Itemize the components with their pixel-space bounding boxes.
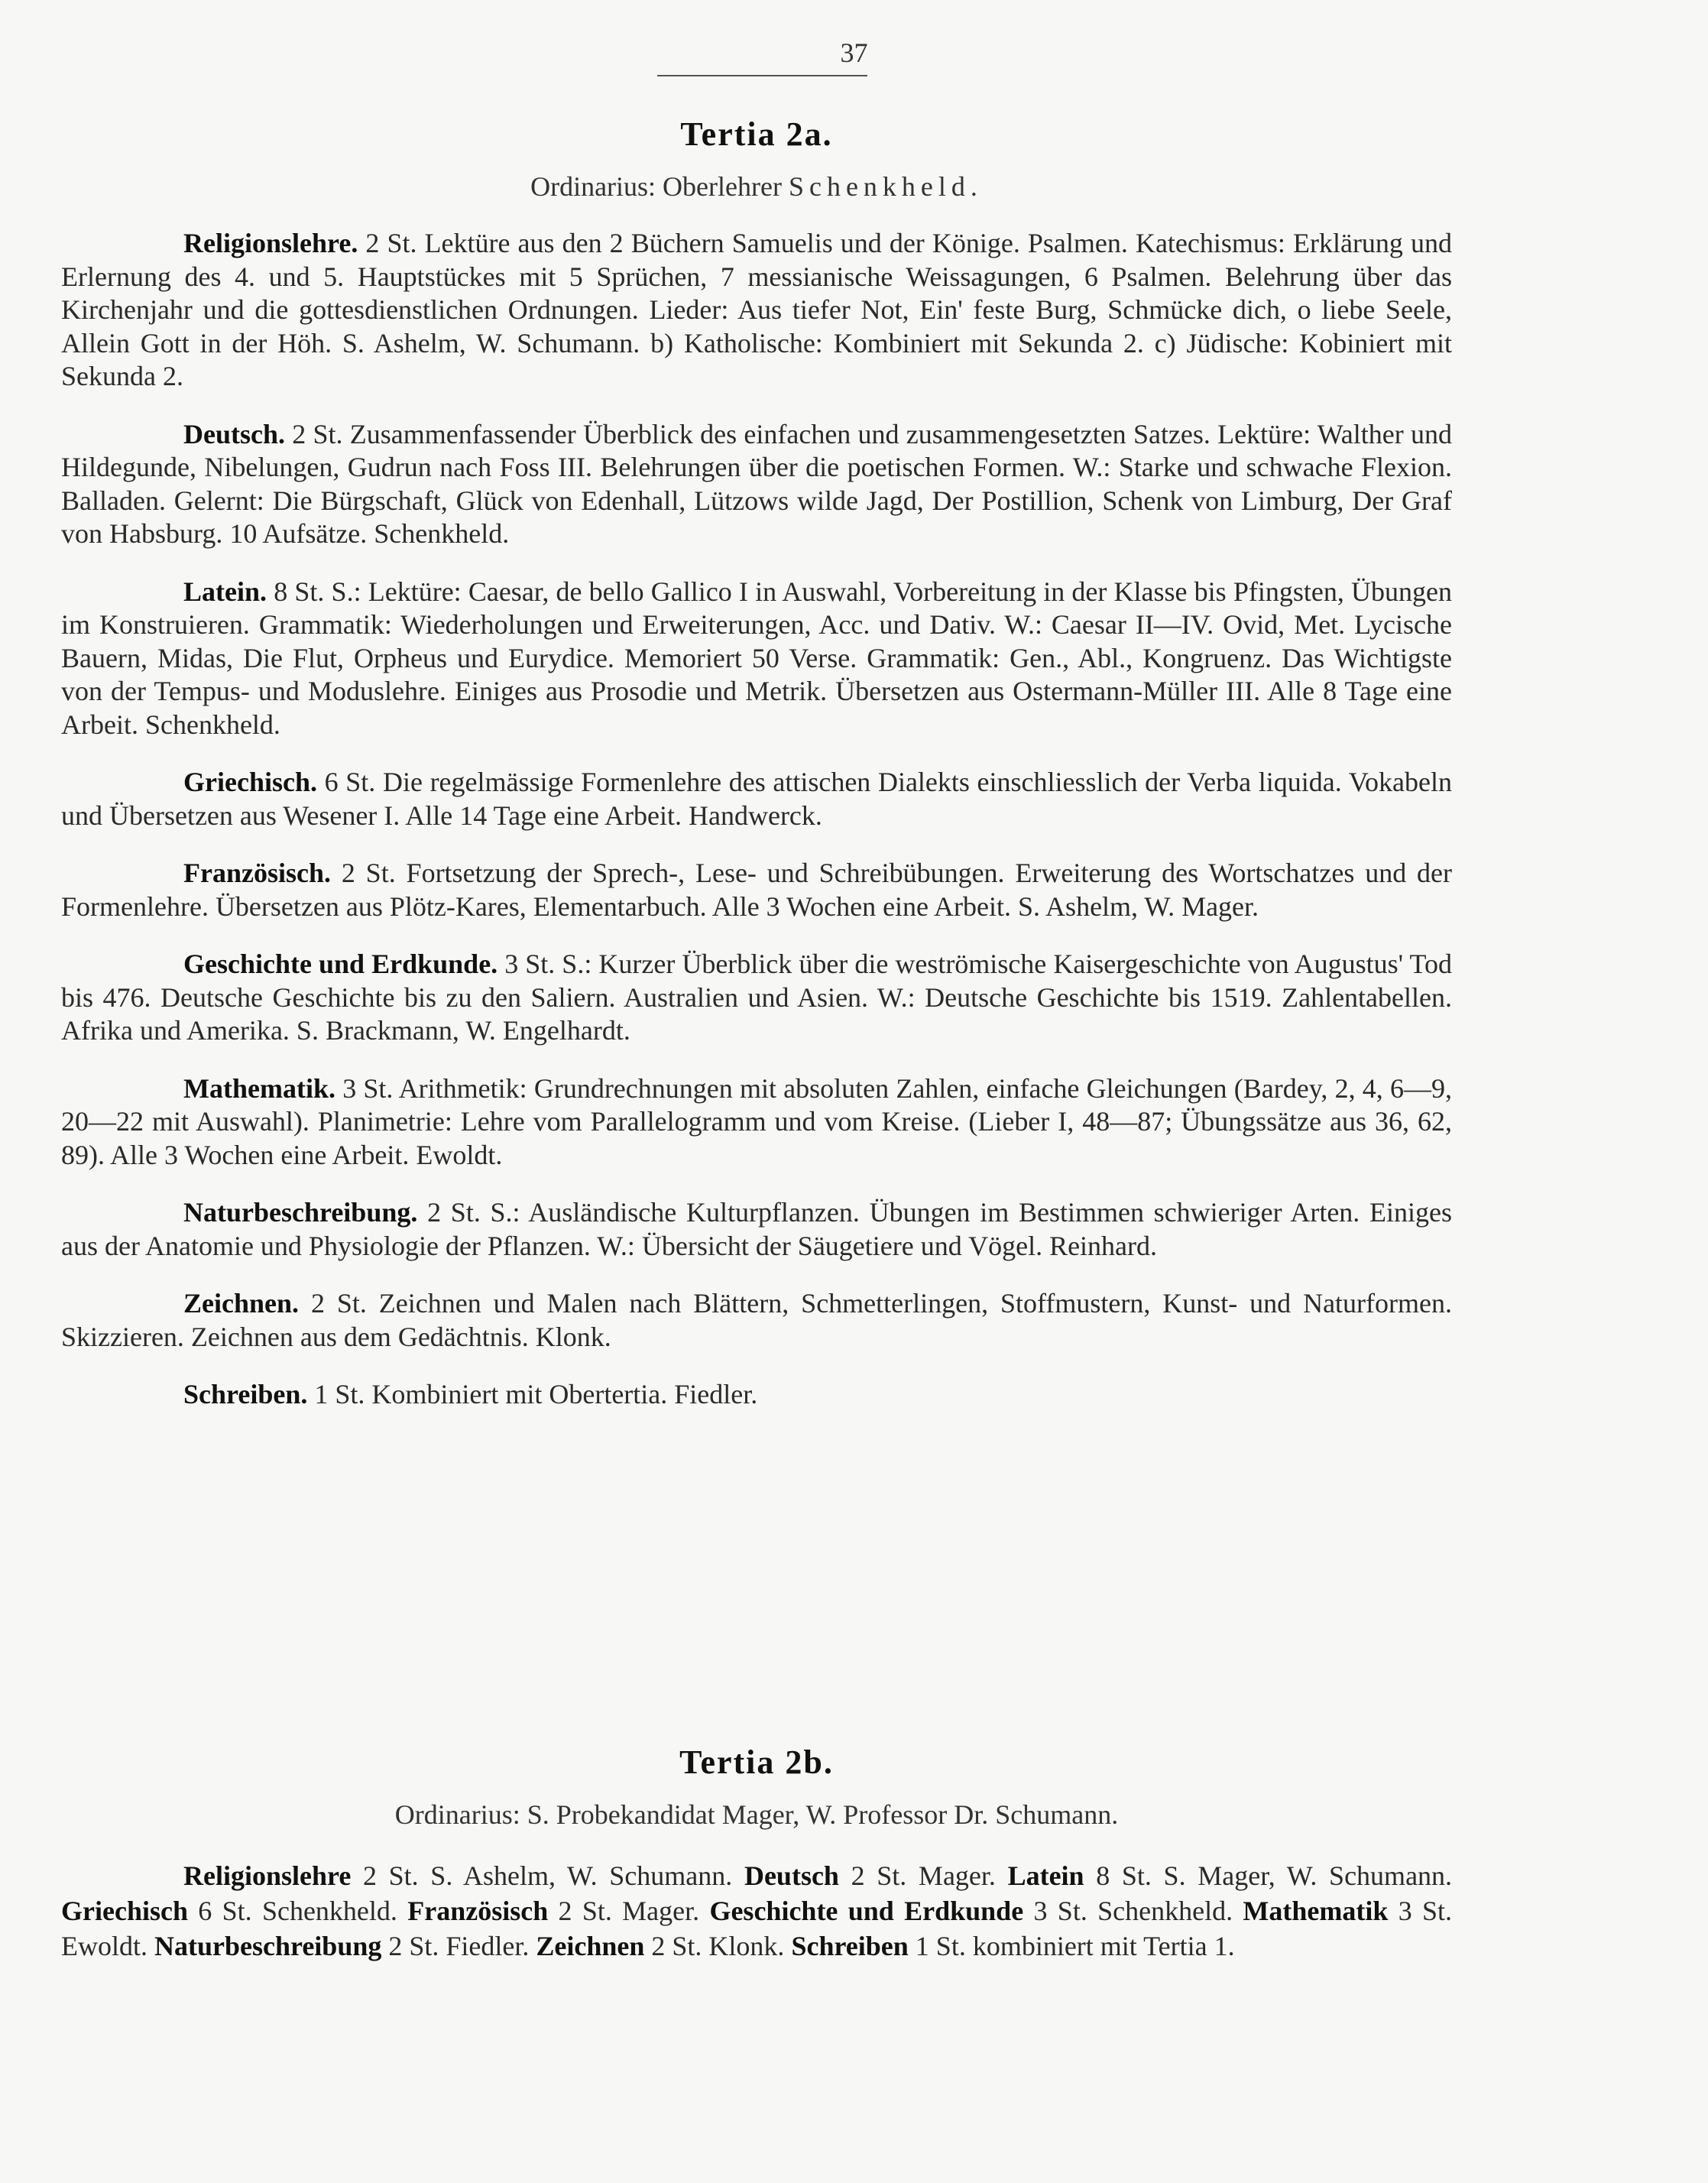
- section-heading: Tertia 2a.: [680, 115, 833, 153]
- ordinarius-name: Schenkheld.: [788, 171, 983, 202]
- page-number: 37: [840, 37, 868, 68]
- subject-griechisch: [61, 766, 1452, 832]
- subject-schreiben: [61, 1378, 1452, 1412]
- header-rule: [657, 75, 867, 76]
- summary-detail: 3 St. Ewoldt.: [61, 1896, 1453, 1961]
- subject-name: Schreiben.: [183, 1379, 308, 1409]
- subject-text: 2 St. Zeichnen und Malen nach Blättern, Schmetterlingen, Stoffmustern, Kunst- und Naturformen. Skizzieren. Zeichnen aus dem Gedächtnis. Klonk.: [61, 1288, 1453, 1352]
- summary-subject: Griechisch: [61, 1896, 188, 1926]
- subject-text: 8 St. S.: Lektüre: Caesar, de bello Gallico I in Auswahl, Vorbereitung in der Klasse bis Pfingsten, Übungen im Konstruieren. Grammatik: Wiederholungen und Erweiterungen, Acc. und Dativ. W.: Caesar II—IV. Ovid, Met. Lycische Bauern, Midas, Die Flut, Orpheus und Eurydice. Memoriert 50 Verse. Grammatik: Gen., Abl., Kongruenz. Das Wichtigste von der Tempus- und Moduslehre. Einiges aus Prosodie und Metrik. Übersetzen aus Ostermann-Müller III. Alle 8 Tage eine Arbeit. Schenkheld.: [61, 576, 1453, 740]
- summary-detail: 8 St. S. Mager, W. Schumann.: [1096, 1860, 1453, 1891]
- summary-subject: Naturbeschreibung: [154, 1931, 382, 1961]
- summary-subject: Zeichnen: [536, 1931, 645, 1961]
- ordinarius-role: Oberlehrer: [663, 171, 782, 202]
- section-tertia-2a: [61, 115, 1452, 1436]
- subject-mathematik: [61, 1072, 1452, 1173]
- summary-detail: 2 St. Klonk.: [651, 1931, 785, 1961]
- summary-detail: 2 St. Fiedler.: [388, 1931, 530, 1961]
- subject-latein: [61, 576, 1452, 742]
- summary-subject: Religionslehre: [183, 1860, 352, 1891]
- summary-subject: Deutsch: [744, 1860, 839, 1891]
- subject-geschichte-erdkunde: [61, 948, 1452, 1048]
- ordinarius-line: [61, 170, 1452, 203]
- summary-detail: 2 St. S. Ashelm, W. Schumann.: [362, 1860, 733, 1891]
- subject-name: Mathematik.: [183, 1072, 335, 1104]
- summary-subject: Geschichte und Erdkunde: [709, 1896, 1024, 1926]
- subject-name: Zeichnen.: [183, 1288, 300, 1319]
- subject-deutsch: [61, 418, 1452, 551]
- subject-name: Latein.: [183, 576, 267, 607]
- subject-summary: [61, 1858, 1452, 1964]
- summary-detail: 1 St. kombiniert mit Tertia 1.: [915, 1931, 1235, 1961]
- subject-text: 2 St. Fortsetzung der Sprech-, Lese- und Schreibübungen. Erweiterung des Wortschatzes und der Formenlehre. Übersetzen aus Plötz-Kares, Elementarbuch. Alle 3 Wochen eine Arbeit. S. Ashelm, W. Mager.: [61, 858, 1452, 922]
- section-heading: Tertia 2b.: [679, 1743, 834, 1781]
- summary-subject: Schreiben: [791, 1931, 909, 1961]
- section-tertia-2b: [61, 1743, 1452, 1991]
- subject-franzoesisch: [61, 857, 1452, 923]
- subject-name: Naturbeschreibung.: [183, 1197, 418, 1228]
- ordinarius-label: Ordinarius:: [530, 171, 656, 202]
- subject-text: 2 St. Zusammenfassender Überblick des einfachen und zusammengesetzten Satzes. Lektüre: Walther und Hildegunde, Nibelungen, Gudrun nach Foss III. Belehrungen über die poetischen Formen. W.: Starke und schwache Flexion. Balladen. Gelernt: Die Bürgschaft, Glück von Edenhall, Lützows wilde Jagd, Der Postillion, Schenk von Limburg, Der Graf von Habsburg. 10 Aufsätze. Schenkheld.: [61, 418, 1453, 549]
- summary-detail: 3 St. Schenkheld.: [1033, 1896, 1233, 1926]
- subject-text: 3 St. S.: Kurzer Überblick über die weströmische Kaisergeschichte von Augustus' Tod bis 476. Deutsche Geschichte bis zu den Saliern. Australien und Asien. W.: Deutsche Geschichte bis 1519. Zahlentabellen. Afrika und Amerika. S. Brackmann, W. Engelhardt.: [61, 949, 1452, 1046]
- ordinarius-line: Ordinarius: S. Probekandidat Mager, W. Professor Dr. Schumann.: [394, 1799, 1119, 1830]
- subject-name: Geschichte und Erdkunde.: [183, 949, 498, 979]
- subject-name: Deutsch.: [183, 418, 285, 449]
- subject-text: 2 St. Lektüre aus den 2 Büchern Samuelis und der Könige. Psalmen. Katechismus: Erklärung und Erlernung des 4. und 5. Hauptstückes mit 5 Sprüchen, 7 messianische Weissagungen, 6 Psalmen. Belehrung über das Kirchenjahr und die gottesdienstlichen Ordnungen. Lieder: Aus tiefer Not, Ein' feste Burg, Schmücke dich, o liebe Seele, Allein Gott in der Höh. S. Ashelm, W. Schumann. b) Katholische: Kombiniert mit Sekunda 2. c) Jüdische: Kobiniert mit Sekunda 2.: [61, 228, 1452, 391]
- summary-subject: Mathematik: [1243, 1896, 1389, 1926]
- subject-text: 2 St. S.: Ausländische Kulturpflanzen. Übungen im Bestimmen schwieriger Arten. Einiges aus der Anatomie und Physiologie der Pflanzen. W.: Übersicht der Säugetiere und Vögel. Reinhard.: [61, 1197, 1452, 1261]
- subject-name: Französisch.: [183, 858, 331, 888]
- summary-subject: Französisch: [407, 1896, 549, 1926]
- summary-detail: 6 St. Schenkheld.: [198, 1896, 397, 1926]
- subject-name: Religionslehre.: [183, 228, 358, 258]
- subject-text: 1 St. Kombiniert mit Obertertia. Fiedler.: [314, 1379, 758, 1409]
- summary-subject: Latein: [1007, 1860, 1084, 1891]
- subject-religionslehre: [61, 227, 1452, 394]
- subject-text: 3 St. Arithmetik: Grundrechnungen mit absoluten Zahlen, einfache Gleichungen (Bardey, 2, 4, 6—9, 20—22 mit Auswahl). Planimetrie: Lehre vom Parallelogramm und vom Kreise. (Lieber I, 48—87; Übungssätze aus 36, 62, 89). Alle 3 Wochen eine Arbeit. Ewoldt.: [61, 1072, 1452, 1170]
- subject-name: Griechisch.: [183, 767, 317, 797]
- subject-text: 6 St. Die regelmässige Formenlehre des attischen Dialekts einschliesslich der Verba liquida. Vokabeln und Übersetzen aus Wesener I. Alle 14 Tage eine Arbeit. Handwerck.: [61, 767, 1453, 831]
- subject-zeichnen: [61, 1287, 1452, 1354]
- subject-naturbeschreibung: [61, 1196, 1452, 1263]
- summary-detail: 2 St. Mager.: [558, 1896, 700, 1926]
- summary-detail: 2 St. Mager.: [851, 1860, 996, 1891]
